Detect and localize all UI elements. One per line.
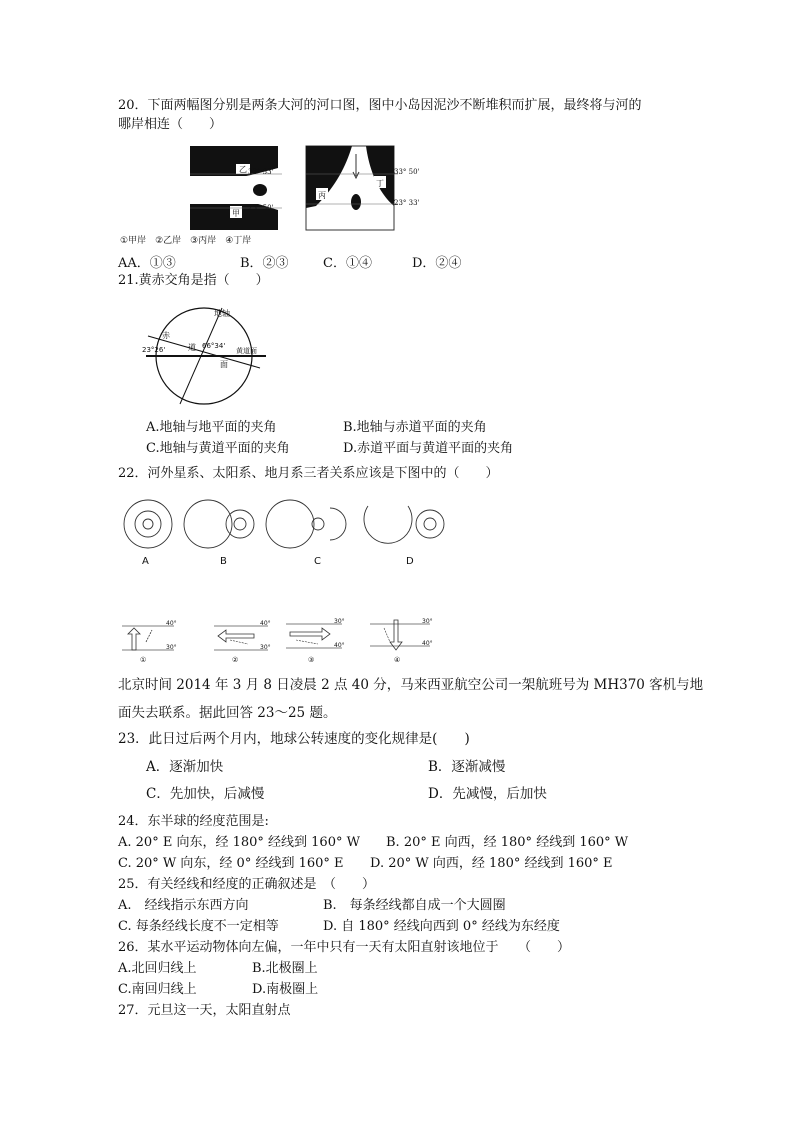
wind-2-num: ②	[232, 656, 239, 664]
passage-line2: 面失去联系。据此回答 23～25 题。	[118, 705, 337, 721]
q21-option-d: D.赤道平面与黄道平面的夹角	[343, 441, 514, 456]
q20-stem-line1: 20．下面两幅图分别是两条大河的河口图，图中小岛因泥沙不断堆积而扩展，最终将与河的	[118, 98, 642, 113]
wind-4-bottom: 40°	[422, 640, 433, 647]
q20-right-label-ding: 丁	[376, 179, 384, 188]
wind-1-top: 40°	[166, 620, 177, 627]
q25-option-c: C. 每条经线长度不一定相等	[118, 919, 279, 934]
q20-right-lat-top: 33° 50'	[394, 168, 420, 176]
q26-option-c: C.南回归线上	[118, 982, 197, 997]
q25-stem: 25．有关经线和经度的正确叙述是 （ ）	[118, 877, 376, 892]
q20-option-c: C．①④	[323, 256, 372, 271]
q25-option-a: A. 经线指示东西方向	[118, 898, 249, 913]
q22-label-a: A	[142, 556, 149, 567]
q25-option-d: D. 自 180° 经线向西到 0° 经线为东经度	[323, 919, 560, 934]
q26-option-d: D.南极圈上	[252, 982, 319, 997]
q24-option-d: D. 20° W 向西，经 180° 经线到 160° E	[370, 856, 613, 871]
q26-stem: 26．某水平运动物体向左偏，一年中只有一天有太阳直射该地位于 （ ）	[118, 940, 571, 955]
q21-label-mian: 面	[220, 360, 228, 369]
q20-stem-line2: 哪岸相连（ ）	[118, 117, 223, 132]
q26-option-b: B.北极圈上	[252, 961, 318, 976]
wind-4-num: ④	[394, 656, 401, 664]
q20-right-estuary-figure	[306, 146, 398, 234]
q21-stem: 21.黄赤交角是指（ ）	[118, 273, 269, 288]
wind-1-bottom: 30°	[166, 644, 177, 651]
wind-1-num: ①	[140, 656, 147, 664]
q21-label-axis: 地轴	[214, 309, 230, 318]
q20-right-lat-bottom: 23° 33'	[394, 199, 420, 207]
q20-left-label-jia: 甲	[232, 209, 240, 218]
wind-3-top: 30°	[334, 618, 345, 625]
q20-option-d: D．②④	[412, 256, 462, 271]
q21-label-angle2: 66°34'	[202, 342, 226, 350]
q21-label-dao: 道	[188, 343, 196, 352]
q24-option-c: C. 20° W 向东，经 0° 经线到 160° E	[118, 856, 344, 871]
wind-2-bottom: 30°	[260, 644, 271, 651]
q21-label-chi: 赤	[162, 331, 170, 340]
passage-line1: 北京时间 2014 年 3 月 8 日凌晨 2 点 40 分，马来西亚航空公司一架航班号为 MH370 客机与地	[118, 677, 704, 693]
q23-option-d: D．先减慢，后加快	[428, 786, 547, 802]
q23-option-c: C．先加快，后减慢	[146, 786, 265, 802]
q21-option-b: B.地轴与赤道平面的夹角	[343, 420, 487, 435]
q21-option-c: C.地轴与黄道平面的夹角	[146, 441, 290, 456]
q25-option-b: B. 每条经线都自成一个大圆圈	[323, 898, 506, 913]
q20-right-label-bing: 丙	[318, 191, 326, 200]
wind-4-top: 30°	[422, 618, 433, 625]
q21-option-a: A.地轴与地平面的夹角	[146, 420, 277, 435]
q20-figure-caption: ①甲岸 ②乙岸 ③丙岸 ④丁岸	[120, 236, 252, 246]
wind-3-num: ③	[308, 656, 315, 664]
wind-2-top: 40°	[260, 620, 271, 627]
q20-left-label-yi: 乙	[239, 165, 247, 174]
q24-option-b: B. 20° E 向西，经 180° 经线到 160° W	[386, 835, 629, 850]
q22-stem: 22．河外星系、太阳系、地月系三者关系应该是下图中的（ ）	[118, 466, 499, 481]
q23-stem: 23．此日过后两个月内，地球公转速度的变化规律是( )	[118, 731, 470, 747]
wind-belt-figure	[118, 616, 448, 664]
q23-option-a: A．逐渐加快	[146, 759, 224, 775]
q20-option-b: B．②③	[240, 256, 289, 271]
q21-obliquity-figure	[140, 306, 270, 410]
q27-stem: 27．元旦这一天，太阳直射点	[118, 1003, 291, 1018]
q22-label-d: D	[406, 556, 414, 567]
q20-left-estuary-figure	[190, 146, 282, 234]
q20-option-a: AA．①③	[118, 256, 176, 271]
q26-option-a: A.北回归线上	[118, 961, 197, 976]
q21-label-ecliptic: 黄道面	[236, 347, 257, 355]
q21-label-angle1: 23°26'	[142, 346, 166, 354]
q22-label-c: C	[314, 556, 321, 567]
q22-label-b: B	[220, 556, 227, 567]
q23-option-b: B．逐渐减慢	[428, 759, 506, 775]
q24-option-a: A. 20° E 向东，经 180° 经线到 160° W	[118, 835, 360, 850]
q24-stem: 24．东半球的经度范围是:	[118, 814, 269, 829]
wind-3-bottom: 40°	[334, 642, 345, 649]
q20-left-lat-top: 33° 33'	[248, 168, 274, 176]
q20-left-lat-bottom: 23° 50'	[248, 204, 274, 212]
q22-circles-figure	[118, 498, 458, 570]
